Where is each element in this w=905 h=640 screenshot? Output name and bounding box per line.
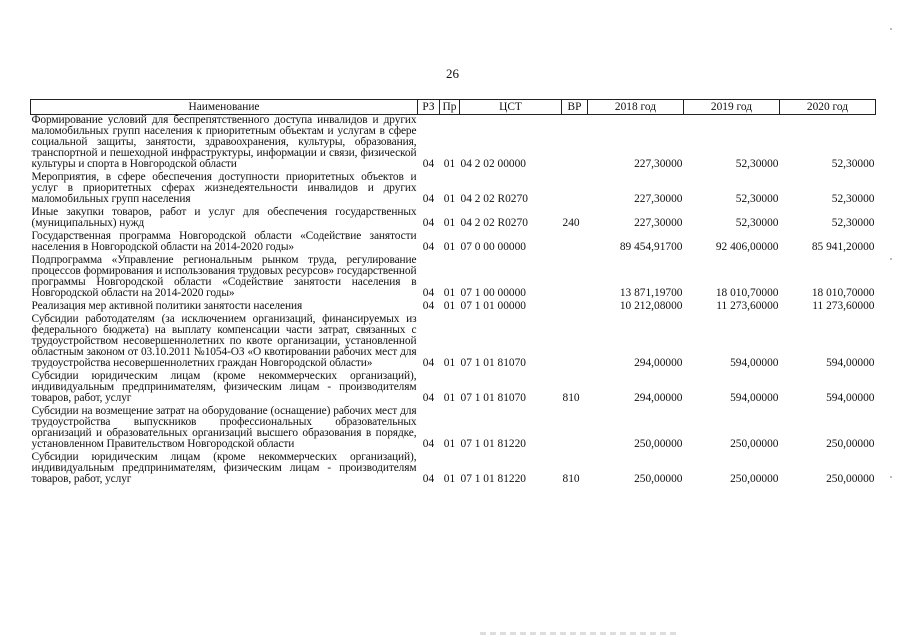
row-rz: 04 (422, 193, 435, 205)
row-cst: 07 1 01 81070 (460, 357, 526, 369)
row-cst: 07 1 01 81220 (460, 473, 526, 485)
table-row (31, 255, 876, 301)
row-2018: 10 212,08000 (619, 300, 683, 312)
row-vr (562, 172, 588, 207)
row-2018: 13 871,19700 (619, 287, 683, 299)
row-vr (562, 314, 588, 371)
row-vr: 810 (562, 392, 580, 404)
table-body (31, 115, 876, 488)
row-2018: 250,00000 (634, 473, 683, 485)
row-2019: 250,00000 (730, 473, 779, 485)
header-rz: РЗ (418, 100, 440, 115)
row-vr: 240 (562, 217, 580, 229)
scan-dot (890, 476, 892, 478)
row-2019: 92 406,00000 (715, 241, 779, 253)
row-cst: 07 1 01 81070 (460, 392, 526, 404)
row-vr (562, 115, 588, 173)
row-pr: 01 (443, 300, 456, 312)
row-rz: 04 (422, 287, 435, 299)
row-2018: 227,30000 (634, 158, 683, 170)
row-rz: 04 (422, 392, 435, 404)
row-rz: 04 (422, 300, 435, 312)
row-vr (562, 406, 588, 452)
page-number: 26 (446, 66, 459, 81)
row-name: Субсидии юридическим лицам (кроме некоммерческих организаций), индивидуальным предпринимателям, физическим лицам - производителям товаров, работ, услуг (31, 370, 417, 404)
table-header (31, 100, 876, 115)
header-2020: 2020 год (780, 100, 876, 115)
row-pr: 01 (443, 217, 456, 229)
row-2020: 250,00000 (826, 473, 875, 485)
row-name: Реализация мер активной политики занятости населения (31, 300, 303, 312)
table-row (31, 452, 876, 487)
row-2020: 52,30000 (831, 193, 875, 205)
row-2018: 294,00000 (634, 392, 683, 404)
row-rz: 04 (422, 473, 435, 485)
row-vr (562, 301, 588, 314)
row-cst: 07 0 00 00000 (460, 241, 526, 253)
row-2019: 594,00000 (730, 392, 779, 404)
row-name: Формирование условий для беспрепятственного доступа инвалидов и других маломобильных групп населения к приоритетным объектам и услугам в сфере социальной защиты, занятости, здравоохранения, культуры, образования, транспортной и пешеходной инфраструктуры, информации и связи, физической культуры и спорта в Новгородской области (31, 114, 417, 170)
row-name: Государственная программа Новгородской области «Содействие занятости населения в Новгородской области на 2014-2020 годы» (31, 230, 417, 253)
row-pr: 01 (443, 158, 456, 170)
row-2020: 250,00000 (826, 438, 875, 450)
row-2019: 18 010,70000 (715, 287, 779, 299)
row-name: Мероприятия, в сфере обеспечения доступности приоритетных объектов и услуг в приоритетных сферах жизнедеятельности инвалидов и других маломобильных групп населения (31, 171, 417, 205)
scan-dot (890, 258, 892, 260)
row-pr: 01 (443, 473, 456, 485)
row-cst: 04 2 02 R0270 (460, 217, 528, 229)
row-cst: 07 1 01 81220 (460, 438, 526, 450)
row-rz: 04 (422, 241, 435, 253)
row-pr: 01 (443, 193, 456, 205)
row-rz: 04 (422, 158, 435, 170)
row-name: Подпрограмма «Управление региональным рынком труда, регулирование процессов формирования и использования трудовых ресурсов» государственной программы Новгородской области «Содействие занятости населения в Новгородской области на 2014-2020 годы» (31, 254, 417, 299)
header-name: Наименование (31, 100, 418, 115)
row-vr (562, 231, 588, 255)
table-row (31, 172, 876, 207)
row-2018: 89 454,91700 (619, 241, 683, 253)
header-2018: 2018 год (588, 100, 684, 115)
row-2018: 294,00000 (634, 357, 683, 369)
row-cst: 04 2 02 R0270 (460, 193, 528, 205)
row-cst: 07 1 00 00000 (460, 287, 526, 299)
row-rz: 04 (422, 217, 435, 229)
row-2019: 594,00000 (730, 357, 779, 369)
row-vr: 810 (562, 473, 580, 485)
row-name: Иные закупки товаров, работ и услуг для обеспечения государственных (муниципальных) нужд (31, 206, 417, 229)
row-cst: 04 2 02 00000 (460, 158, 526, 170)
table-row (31, 231, 876, 255)
scan-dot (890, 28, 892, 30)
row-2019: 11 273,60000 (716, 300, 779, 312)
row-2019: 52,30000 (735, 158, 779, 170)
row-pr: 01 (443, 392, 456, 404)
row-2018: 250,00000 (634, 438, 683, 450)
header-pr: Пр (440, 100, 460, 115)
table-row (31, 406, 876, 452)
table-row (31, 371, 876, 406)
row-pr: 01 (443, 241, 456, 253)
row-2020: 594,00000 (826, 392, 875, 404)
row-rz: 04 (422, 357, 435, 369)
row-2019: 52,30000 (735, 217, 779, 229)
row-name: Субсидии юридическим лицам (кроме некоммерческих организаций), индивидуальным предпринимателям, физическим лицам - производителям товаров, работ, услуг (31, 451, 417, 485)
row-2018: 227,30000 (634, 193, 683, 205)
row-2020: 594,00000 (826, 357, 875, 369)
header-2019: 2019 год (684, 100, 780, 115)
header-cst: ЦСТ (460, 100, 562, 115)
row-2019: 250,00000 (730, 438, 779, 450)
table-row (31, 314, 876, 371)
row-2018: 227,30000 (634, 217, 683, 229)
row-2019: 52,30000 (735, 193, 779, 205)
row-name: Субсидии работодателям (за исключением организаций, финансируемых из федерального бюджета) на выплату компенсации части затрат, связанных с трудоустройством несовершеннолетних по квоте организации, установленной областным законом от 03.10.2011 №1054-ОЗ «О квотировании рабочих мест для трудоустройства несовершеннолетних граждан Новгородской области» (31, 313, 417, 369)
row-2020: 18 010,70000 (811, 287, 875, 299)
scan-artifact (480, 632, 680, 635)
row-pr: 01 (443, 357, 456, 369)
row-pr: 01 (443, 287, 456, 299)
row-rz: 04 (422, 438, 435, 450)
row-2020: 85 941,20000 (811, 241, 875, 253)
budget-table (30, 99, 876, 487)
row-name: Субсидии на возмещение затрат на оборудование (оснащение) рабочих мест для трудоустройства выпускников профессиональных образовательных организаций и образовательных организаций высшего образования в порядке, установленном Правительством Новгородской области (31, 405, 417, 450)
row-vr (562, 255, 588, 301)
row-pr: 01 (443, 438, 456, 450)
table-row (31, 207, 876, 231)
header-vr: ВР (562, 100, 588, 115)
row-cst: 07 1 01 00000 (460, 300, 526, 312)
table-row (31, 115, 876, 173)
row-2020: 11 273,60000 (812, 300, 875, 312)
row-2020: 52,30000 (831, 158, 875, 170)
row-2020: 52,30000 (831, 217, 875, 229)
